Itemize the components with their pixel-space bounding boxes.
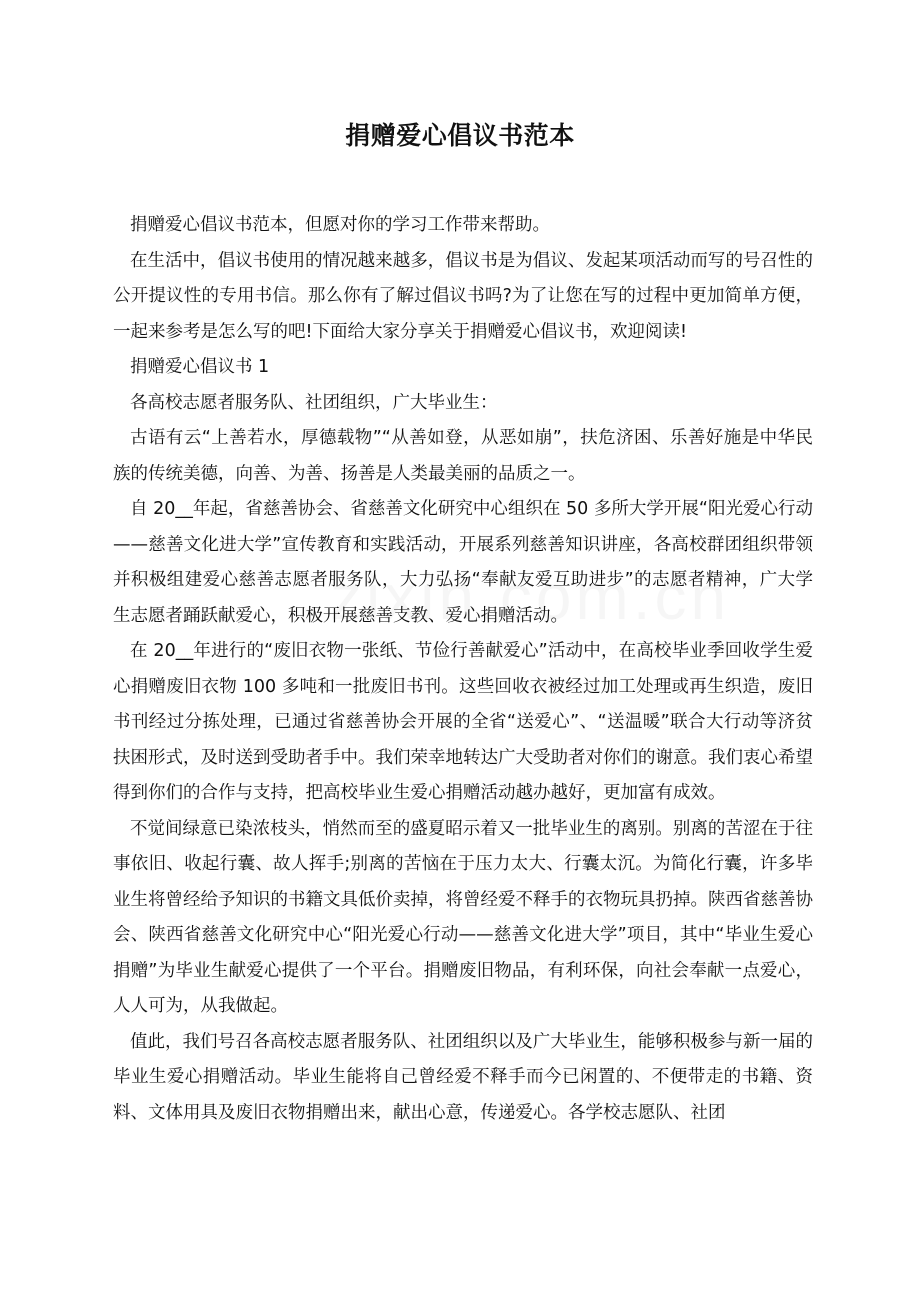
paragraph: 值此，我们号召各高校志愿者服务队、社团组织以及广大毕业生，能够积极参与新一届的毕业生爱心捐赠活动。毕业生能将自己曾经爱不释手而今已闲置的、不便带走的书籍、资料、文体用具及废旧衣物捐赠出来，献出心意，传递爱心。各学校志愿队、社团: [113, 1031, 813, 1123]
document-title: 捐赠爱心倡议书范本: [345, 121, 575, 150]
paragraph: 自 20__年起，省慈善协会、省慈善文化研究中心组织在 50 多所大学开展“阳光爱心行动——慈善文化进大学”宣传教育和实践活动，开展系列慈善知识讲座，各高校群团组织带领并积极组建爱心慈善志愿者服务队，大力弘扬“奉献友爱互助进步”的志愿者精神，广大学生志愿者踊跃献爱心，积极开展慈善支教、爱心捐赠活动。: [113, 499, 813, 626]
paragraph: 在 20__年进行的“废旧衣物一张纸、节俭行善献爱心”活动中，在高校毕业季回收学生爱心捐赠废旧衣物 100 多吨和一批废旧书刊。这些回收衣被经过加工处理或再生织造，废旧书刊经过分拣处理，已通过省慈善协会开展的全省“送爱心”、“送温暖”联合大行动等济贫扶困形式，及时送到受助者手中。我们荣幸地转达广大受助者对你们的谢意。我们衷心希望得到你们的合作与支持，把高校毕业生爱心捐赠活动越办越好，更加富有成效。: [113, 641, 813, 803]
salutation: 各高校志愿者服务队、社团组织，广大毕业生：: [130, 392, 498, 413]
paragraph: 不觉间绿意已染浓枝头，悄然而至的盛夏昭示着又一批毕业生的离别。别离的苦涩在于往事依旧、收起行囊、故人挥手;别离的苦恼在于压力太大、行囊太沉。为简化行囊，许多毕业生将曾经给予知识的书籍文具低价卖掉，将曾经爱不释手的衣物玩具扔掉。陕西省慈善协会、陕西省慈善文化研究中心“阳光爱心行动——慈善文化进大学”项目，其中“毕业生爱心捐赠”为毕业生献爱心提供了一个平台。捐赠废旧物品，有利环保，向社会奉献一点爱心，人人可为，从我做起。: [113, 818, 813, 1016]
paragraph: 在生活中，倡议书使用的情况越来越多，倡议书是为倡议、发起某项活动而写的号召性的公开提议性的专用书信。那么你有了解过倡议书吗?为了让您在写的过程中更加简单方便，一起来参考是怎么写的吧!下面给大家分享关于捐赠爱心倡议书，欢迎阅读!: [113, 250, 813, 342]
document-body: [113, 208, 813, 1131]
paragraph-intro: 捐赠爱心倡议书范本，但愿对你的学习工作带来帮助。: [130, 215, 550, 235]
paragraph: 古语有云“上善若水，厚德载物”“从善如登，从恶如崩”，扶危济困、乐善好施是中华民族的传统美德，向善、为善、扬善是人类最美丽的品质之一。: [113, 428, 813, 484]
section-heading: 捐赠爱心倡议书 1: [130, 357, 270, 377]
